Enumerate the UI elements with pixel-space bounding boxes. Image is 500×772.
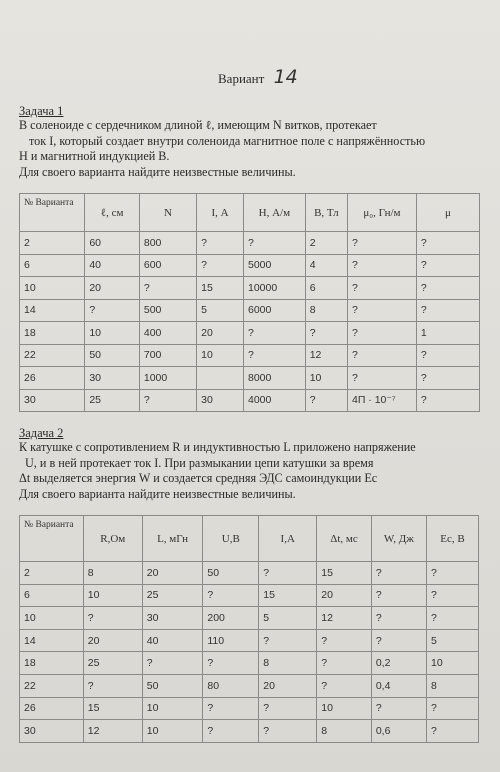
table-cell: ?: [203, 652, 259, 675]
table-cell: ?: [427, 720, 479, 743]
table-cell: ?: [347, 367, 416, 390]
variant-heading: [218, 66, 298, 88]
column-header: W, Дж: [371, 516, 426, 562]
table-row: [20, 322, 480, 345]
column-header: I, А: [197, 194, 244, 232]
table-cell: ?: [371, 562, 426, 585]
table-cell: 400: [139, 322, 196, 345]
column-header: B, Тл: [305, 194, 347, 232]
table-cell: 20: [83, 629, 142, 652]
table-cell: 15: [83, 697, 142, 720]
table-row: [20, 562, 479, 585]
table-cell: 5000: [244, 254, 306, 277]
table-cell: ?: [305, 322, 347, 345]
task1-line: H и магнитной индукцией B.: [19, 149, 170, 163]
table-cell: 700: [139, 344, 196, 367]
table-cell: ?: [305, 389, 347, 412]
table-cell: 20: [197, 322, 244, 345]
table-cell: 8000: [244, 367, 306, 390]
table-cell: 10: [427, 652, 479, 675]
table-cell: 8: [305, 299, 347, 322]
table-cell: 14: [20, 299, 85, 322]
table-cell: ?: [416, 344, 479, 367]
task1-title: Задача 1: [19, 104, 64, 118]
table-cell: ?: [259, 697, 317, 720]
table-cell: 30: [20, 389, 85, 412]
table-cell: 30: [85, 367, 140, 390]
table-cell: ?: [427, 562, 479, 585]
table-cell: ?: [371, 697, 426, 720]
task1-table: [19, 193, 480, 412]
table-cell: ?: [347, 344, 416, 367]
table-cell: 10: [83, 584, 142, 607]
table-cell: ?: [371, 629, 426, 652]
table-cell: 10: [317, 697, 372, 720]
table-cell: 40: [142, 629, 203, 652]
task2-title: Задача 2: [19, 426, 64, 440]
task1-line: ток I, который создает внутри соленоида магнитное поле с напряжённостью: [29, 133, 426, 148]
table-cell: 12: [305, 344, 347, 367]
table-row: [20, 389, 480, 412]
table-cell: ?: [371, 607, 426, 630]
variant-number: 14: [273, 66, 298, 88]
task2-line: U, и в ней протекает ток I. При размыкании цепи катушки за время: [25, 455, 374, 470]
table-cell: 25: [85, 389, 140, 412]
table-cell: 30: [142, 607, 203, 630]
table-cell: ?: [427, 584, 479, 607]
header-row: [20, 516, 479, 562]
table-cell: ?: [244, 322, 306, 345]
table-row: [20, 344, 480, 367]
table-cell: 1: [416, 322, 479, 345]
table-cell: 6: [20, 584, 84, 607]
table-cell: 8: [317, 720, 372, 743]
column-header: U,В: [203, 516, 259, 562]
table-row: [20, 674, 479, 697]
table-row: [20, 720, 479, 743]
table-cell: ?: [259, 629, 317, 652]
table-cell: ?: [416, 277, 479, 300]
header-row: [20, 194, 480, 232]
table-cell: 14: [20, 629, 84, 652]
table-cell: ?: [416, 254, 479, 277]
table-row: [20, 584, 479, 607]
table-row: [20, 254, 480, 277]
table-cell: 6: [305, 277, 347, 300]
table-row: [20, 697, 479, 720]
table-cell: [197, 367, 244, 390]
table-cell: 30: [197, 389, 244, 412]
table-cell: 6: [20, 254, 85, 277]
column-header: № Варианта: [20, 194, 85, 232]
table-cell: 10: [85, 322, 140, 345]
column-header: I,А: [259, 516, 317, 562]
table-row: [20, 652, 479, 675]
table-cell: 10: [20, 607, 84, 630]
task2-line: К катушке с сопротивлением R и индуктивностью L приложено напряжение: [19, 440, 416, 454]
table-cell: 10: [142, 720, 203, 743]
table-cell: 8: [83, 562, 142, 585]
table-cell: 22: [20, 344, 85, 367]
table-cell: ?: [347, 277, 416, 300]
table-cell: ?: [197, 232, 244, 255]
table-cell: 4П · 10⁻⁷: [347, 389, 416, 412]
table-cell: ?: [427, 607, 479, 630]
table-cell: 8: [259, 652, 317, 675]
table-cell: 40: [85, 254, 140, 277]
table-cell: ?: [139, 277, 196, 300]
table-cell: ?: [203, 720, 259, 743]
table-cell: 0,6: [371, 720, 426, 743]
table-cell: ?: [83, 674, 142, 697]
table-cell: 10: [20, 277, 85, 300]
table-cell: ?: [317, 629, 372, 652]
table-cell: 600: [139, 254, 196, 277]
table-cell: 18: [20, 322, 85, 345]
task2-table: [19, 515, 479, 743]
task2-line: Δt выделяется энергия W и создается средняя ЭДС самоиндукции Ec: [19, 471, 378, 485]
table-cell: ?: [139, 389, 196, 412]
column-header: Ec, В: [427, 516, 479, 562]
table-cell: 500: [139, 299, 196, 322]
table-row: [20, 607, 479, 630]
table-cell: ?: [416, 367, 479, 390]
table-cell: ?: [85, 299, 140, 322]
table-cell: 12: [83, 720, 142, 743]
table-cell: 4: [305, 254, 347, 277]
task2-statement: [19, 440, 416, 502]
table-cell: 15: [317, 562, 372, 585]
column-header: ℓ, см: [85, 194, 140, 232]
table-cell: ?: [416, 299, 479, 322]
table-cell: 8: [427, 674, 479, 697]
table-cell: ?: [244, 232, 306, 255]
column-header: μ₀, Гн/м: [347, 194, 416, 232]
variant-label: Вариант: [218, 71, 265, 86]
table-cell: 110: [203, 629, 259, 652]
column-header: R,Ом: [83, 516, 142, 562]
table-cell: 25: [83, 652, 142, 675]
table-cell: 50: [85, 344, 140, 367]
table-cell: ?: [203, 584, 259, 607]
table-row: [20, 367, 480, 390]
column-header: L, мГн: [142, 516, 203, 562]
table-cell: 10: [305, 367, 347, 390]
table-cell: 0,2: [371, 652, 426, 675]
table-row: [20, 299, 480, 322]
table-cell: 800: [139, 232, 196, 255]
table-cell: 20: [142, 562, 203, 585]
task1-line: В соленоиде с сердечником длиной ℓ, имеющим N витков, протекает: [19, 118, 377, 132]
table-cell: 20: [259, 674, 317, 697]
table-cell: 25: [142, 584, 203, 607]
table-cell: ?: [416, 389, 479, 412]
table-cell: 20: [85, 277, 140, 300]
table-cell: 6000: [244, 299, 306, 322]
task1-statement: [19, 118, 425, 180]
column-header: μ: [416, 194, 479, 232]
table-row: [20, 232, 480, 255]
table-cell: ?: [347, 232, 416, 255]
table-cell: 12: [317, 607, 372, 630]
table-cell: 2: [305, 232, 347, 255]
table-cell: ?: [347, 254, 416, 277]
table-cell: 22: [20, 674, 84, 697]
table-cell: 30: [20, 720, 84, 743]
table-cell: 15: [197, 277, 244, 300]
table-cell: 26: [20, 697, 84, 720]
table-cell: 50: [142, 674, 203, 697]
table-cell: ?: [317, 652, 372, 675]
table-cell: ?: [259, 562, 317, 585]
table-cell: 10: [142, 697, 203, 720]
table-cell: 10000: [244, 277, 306, 300]
table-cell: 20: [317, 584, 372, 607]
table-cell: ?: [244, 344, 306, 367]
task1-line: Для своего варианта найдите неизвестные величины.: [19, 164, 296, 179]
column-header: № Варианта: [20, 516, 84, 562]
table-cell: 1000: [139, 367, 196, 390]
table-row: [20, 629, 479, 652]
table-cell: ?: [347, 322, 416, 345]
table-cell: ?: [427, 697, 479, 720]
table-cell: 2: [20, 232, 85, 255]
table-cell: ?: [203, 697, 259, 720]
table-cell: 26: [20, 367, 85, 390]
table-row: [20, 277, 480, 300]
table-cell: 15: [259, 584, 317, 607]
table-cell: ?: [197, 254, 244, 277]
table-cell: ?: [371, 584, 426, 607]
column-header: H, А/м: [244, 194, 306, 232]
table-cell: 5: [197, 299, 244, 322]
table-cell: ?: [347, 299, 416, 322]
table-cell: ?: [259, 720, 317, 743]
table-cell: 5: [259, 607, 317, 630]
table-cell: 80: [203, 674, 259, 697]
table-cell: ?: [142, 652, 203, 675]
table-cell: 18: [20, 652, 84, 675]
table-cell: 10: [197, 344, 244, 367]
table-cell: ?: [317, 674, 372, 697]
table-cell: 5: [427, 629, 479, 652]
table-cell: 4000: [244, 389, 306, 412]
table-cell: ?: [83, 607, 142, 630]
task2-line: Для своего варианта найдите неизвестные величины.: [19, 486, 296, 501]
table-cell: 0,4: [371, 674, 426, 697]
table-cell: 50: [203, 562, 259, 585]
column-header: Δt, мс: [317, 516, 372, 562]
column-header: N: [139, 194, 196, 232]
table-cell: ?: [416, 232, 479, 255]
table-cell: 60: [85, 232, 140, 255]
table-cell: 2: [20, 562, 84, 585]
table-cell: 200: [203, 607, 259, 630]
